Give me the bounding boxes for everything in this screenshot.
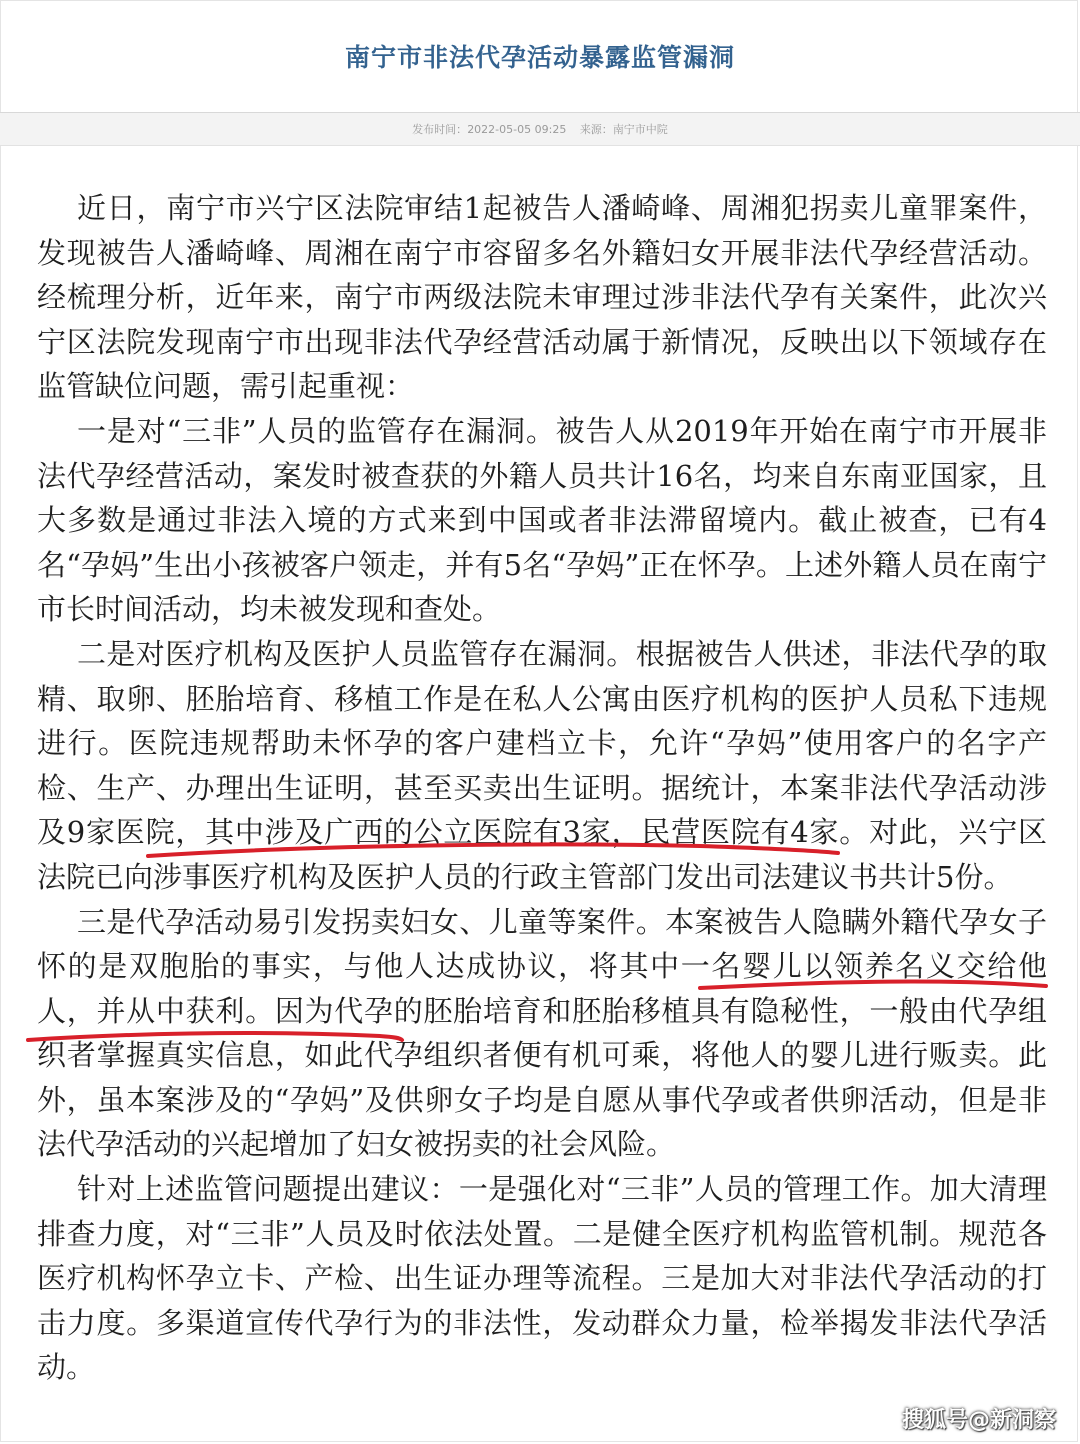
paragraph-intro: 近日，南宁市兴宁区法院审结1起被告人潘崎峰、周湘犯拐卖儿童罪案件，发现被告人潘崎峰、周湘在南宁市容留多名外籍妇女开展非法代孕经营活动。经梳理分析，近年来，南宁市两级法院未审理过涉非法代孕有关案件，此次兴宁区法院发现南宁市出现非法代孕经营活动属于新情况，反映出以下领域存在监管缺位问题，需引起重视：	[37, 191, 1047, 404]
publish-label: 发布时间：	[412, 123, 468, 136]
source-label: 来源：	[579, 123, 613, 136]
watermark: 搜狐号@新洞察	[901, 1408, 1056, 1433]
publish-time	[412, 123, 566, 136]
publish-time-value: 2022-05-05 09:25	[467, 123, 567, 136]
paragraph-recommendations: 针对上述监管问题提出建议：一是强化对“三非”人员的管理工作。加大清理排查力度，对“三非”人员及时依法处置。二是健全医疗机构监管机制。规范各医疗机构怀孕立卡、产检、出生证办理等流程。三是加大对非法代孕活动的打击力度。多渠道宣传代孕行为的非法性，发动群众力量，检举揭发非法代孕活动。	[37, 1172, 1047, 1385]
paragraph-issue-1: 一是对“三非”人员的监管存在漏洞。被告人从2019年开始在南宁市开展非法代孕经营活动，案发时被查获的外籍人员共计16名，均来自东南亚国家，且大多数是通过非法入境的方式来到中国或者非法滞留境内。截止被查，已有4名“孕妈”生出小孩被客户领走，并有5名“孕妈”正在怀孕。上述外籍人员在南宁市长时间活动，均未被发现和查处。	[37, 413, 1047, 627]
article-body	[37, 186, 1047, 1390]
paragraph-issue-2: 二是对医疗机构及医护人员监管存在漏洞。根据被告人供述，非法代孕的取精、取卵、胚胎培育、移植工作是在私人公寓由医疗机构的医护人员私下违规进行。医院违规帮助未怀孕的客户建档立卡，允许“孕妈”使用客户的名字产检、生产、办理出生证明，甚至买卖出生证明。据统计，本案非法代孕活动涉及9家医院，其中涉及广西的公立医院有3家，民营医院有4家。对此，兴宁区法院已向涉事医疗机构及医护人员的行政主管部门发出司法建议书共计5份。	[37, 636, 1047, 894]
article-title: 南宁市非法代孕活动暴露监管漏洞	[344, 43, 735, 72]
source	[580, 123, 668, 136]
article-meta	[0, 121, 1080, 137]
paragraph-issue-3: 三是代孕活动易引发拐卖妇女、儿童等案件。本案被告人隐瞒外籍代孕女子怀的是双胞胎的事实，与他人达成协议，将其中一名婴儿以领养名义交给他人，并从中获利。因为代孕的胚胎培育和胚胎移植具有隐秘性，一般由代孕组织者掌握真实信息，如此代孕组织者便有机可乘，将他人的婴儿进行贩卖。此外，虽本案涉及的“孕妈”及供卵女子均是自愿从事代孕或者供卵活动，但是非法代孕活动的兴起增加了妇女被拐卖的社会风险。	[37, 904, 1047, 1162]
source-value: 南宁市中院	[612, 123, 668, 136]
